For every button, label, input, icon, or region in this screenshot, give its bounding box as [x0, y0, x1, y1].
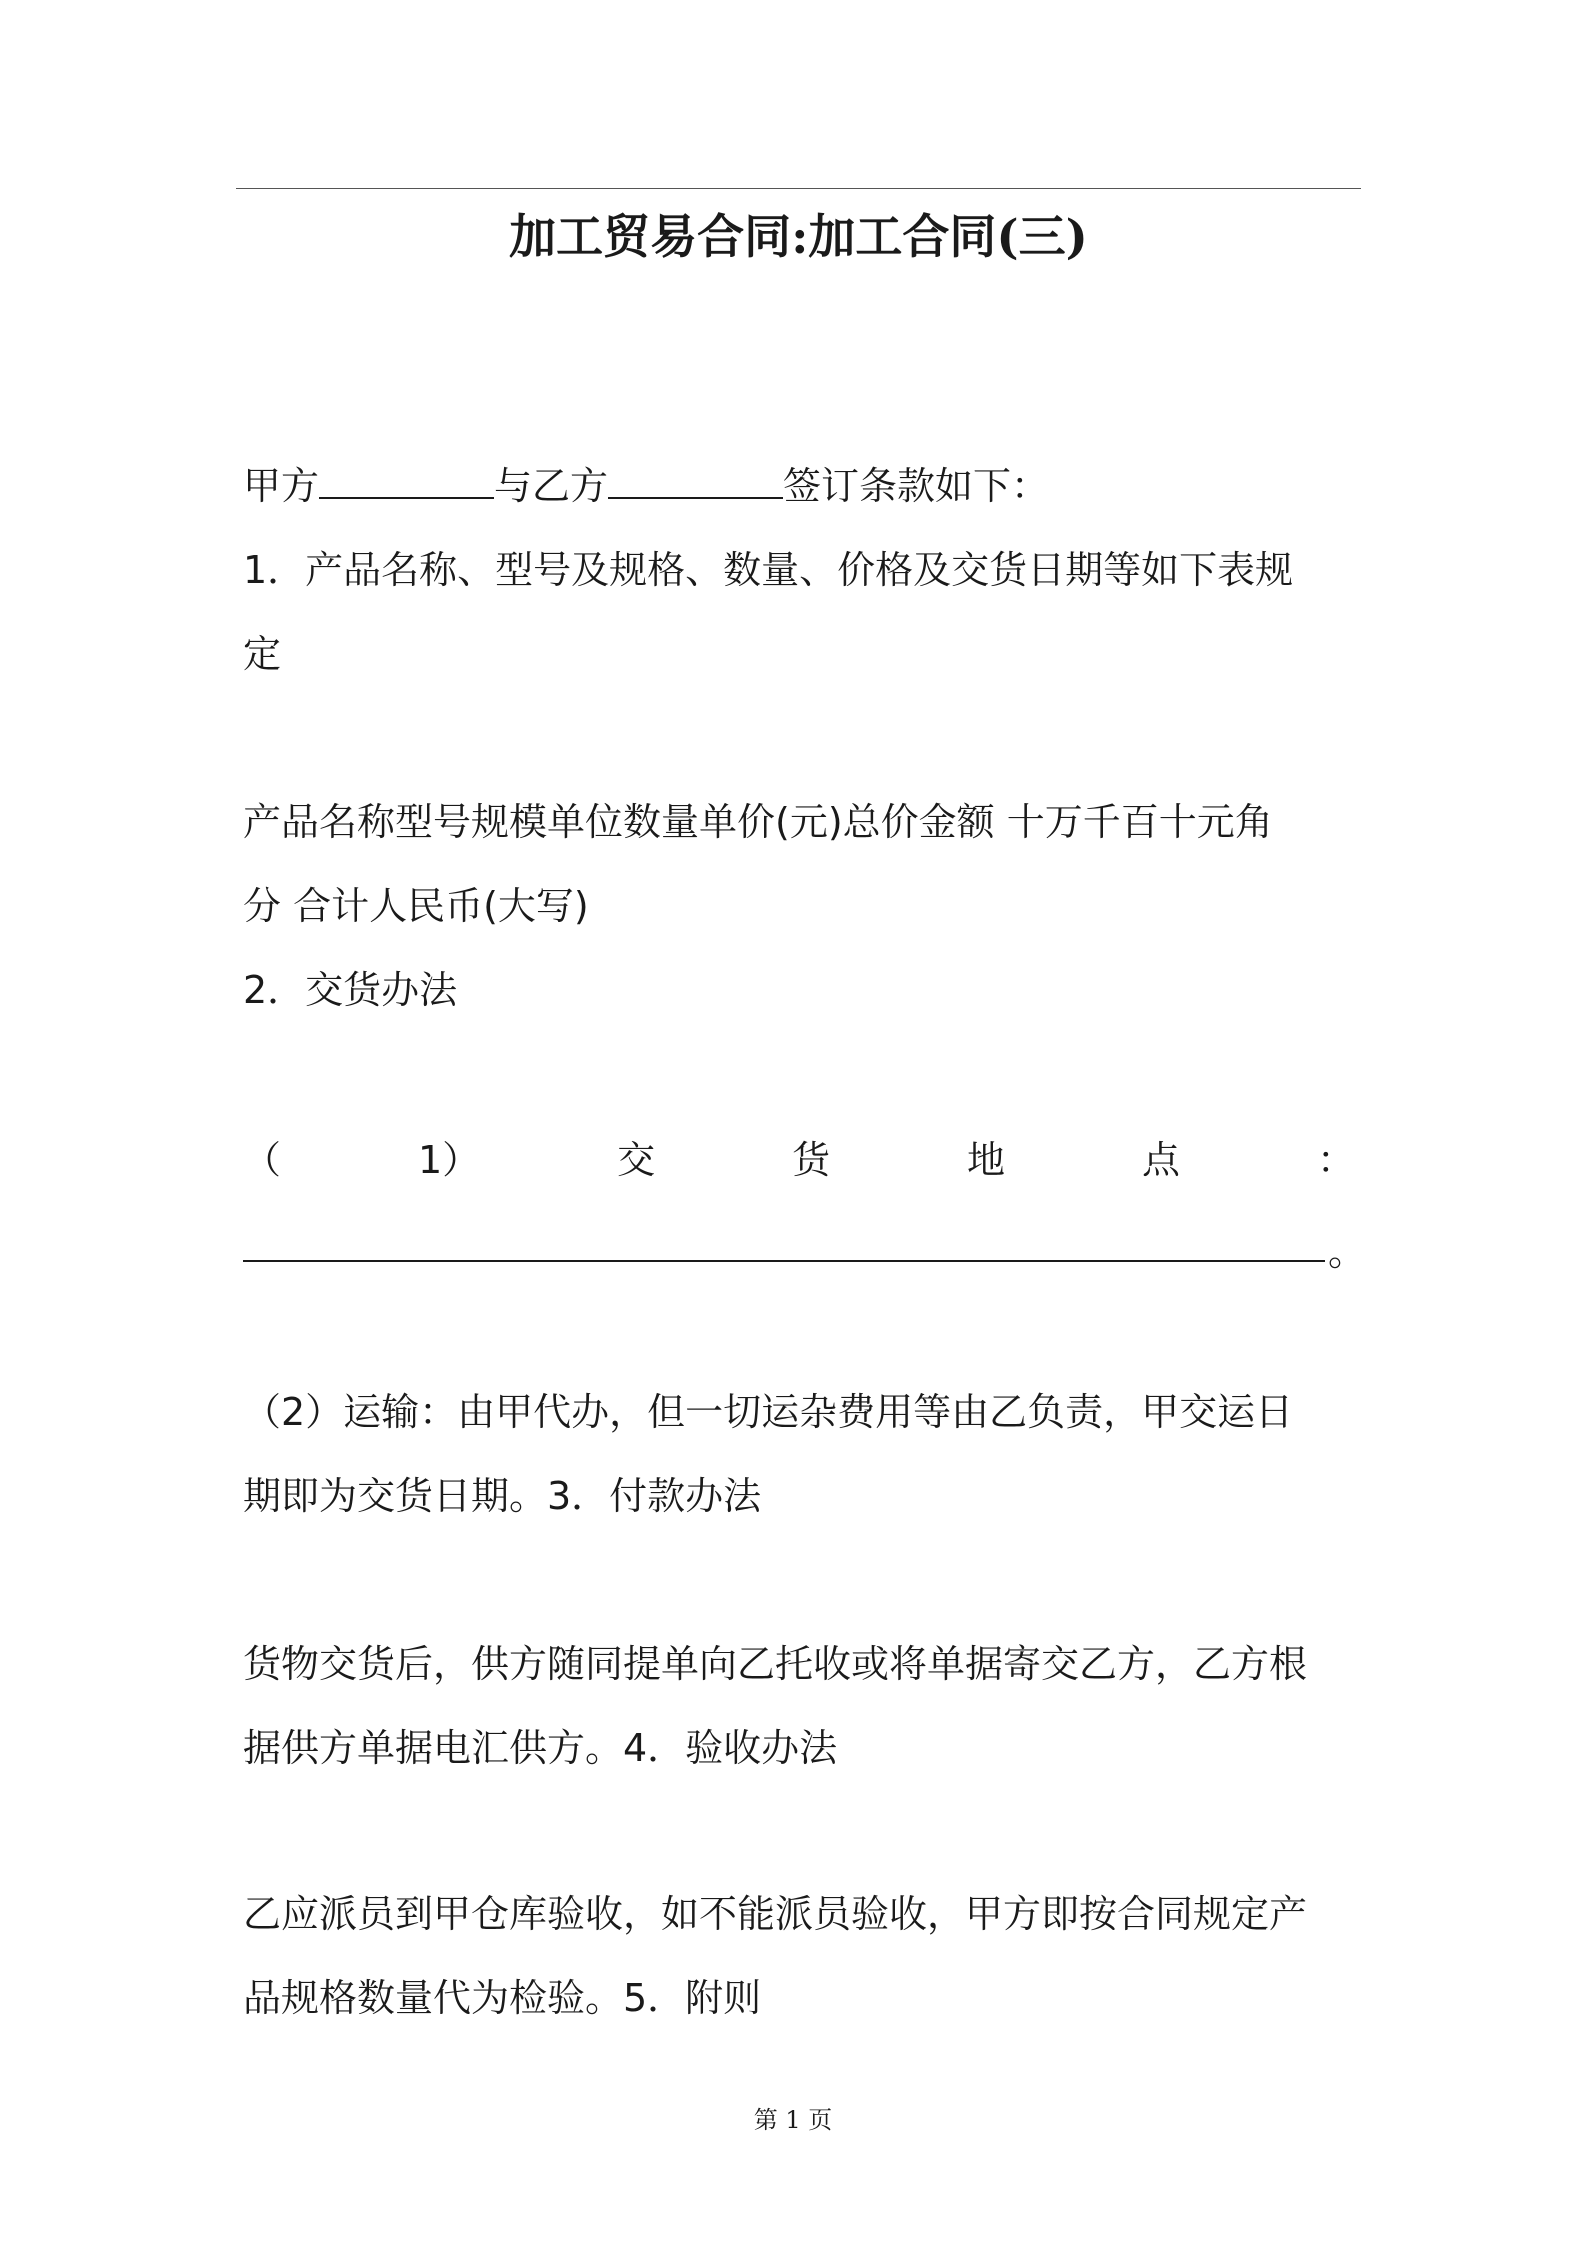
parties-ending: 签订条款如下： [783, 464, 1050, 508]
party-b-label: 与乙方 [494, 464, 609, 508]
location-part: 1） [417, 1138, 481, 1182]
transport-line2: 期即为交货日期。3．付款办法 [243, 1474, 762, 1518]
table-text-line1: 产品名称型号规模单位数量单价(元)总价金额 十万千百十元角 [243, 800, 1273, 844]
payment-line1: 货物交货后，供方随同提单向乙托收或将单据寄交乙方，乙方根 [243, 1642, 1308, 1686]
location-part: 货 [792, 1138, 831, 1182]
clause1-line2: 定 [243, 632, 282, 676]
location-part: （ [243, 1138, 282, 1182]
party-a-label: 甲方 [243, 464, 320, 508]
delivery-location-blank [243, 1260, 1325, 1262]
party-a-blank [319, 467, 494, 499]
location-part: 点 [1142, 1138, 1181, 1182]
delivery-location-end: 。 [1328, 1230, 1367, 1274]
parties-line [243, 444, 1361, 528]
clause2-heading: 2．交货办法 [243, 968, 458, 1012]
party-b-blank [608, 467, 783, 499]
location-part: 地 [967, 1138, 1006, 1182]
delivery-location-line [243, 1118, 1355, 1202]
delivery-location-blank-row [243, 1210, 1367, 1294]
location-part: ： [1316, 1138, 1355, 1182]
document-title: 加工贸易合同:加工合同(三) [509, 210, 1088, 265]
payment-line2: 据供方单据电汇供方。4．验收办法 [243, 1726, 838, 1770]
inspection-line1: 乙应派员到甲仓库验收，如不能派员验收，甲方即按合同规定产 [243, 1892, 1308, 1936]
page-number: 第 1 页 [753, 2106, 833, 2134]
header-rule [236, 188, 1361, 189]
transport-line1: （2）运输：由甲代办，但一切运杂费用等由乙负责，甲交运日 [243, 1390, 1294, 1434]
inspection-line2: 品规格数量代为检验。5．附则 [243, 1976, 762, 2020]
clause1-line1: 1．产品名称、型号及规格、数量、价格及交货日期等如下表规 [243, 548, 1294, 592]
table-text-line2: 分 合计人民币(大写) [243, 884, 589, 928]
location-part: 交 [617, 1138, 656, 1182]
